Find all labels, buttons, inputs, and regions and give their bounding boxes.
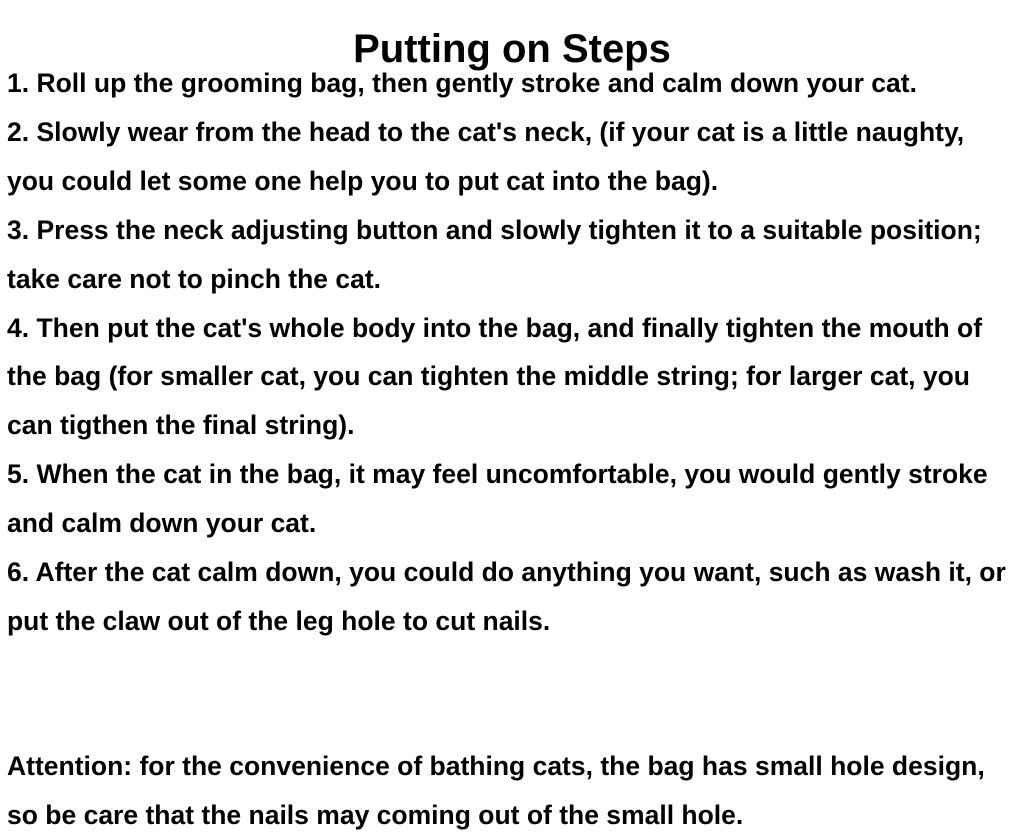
step-5: 5. When the cat in the bag, it may feel uncomfortable, you would gently stroke and calm down your cat.: [7, 459, 988, 539]
step-6: 6. After the cat calm down, you could do anything you want, such as wash it, or put the claw out of the leg hole to cut nails.: [7, 557, 1006, 636]
step-3: 3. Press the neck adjusting button and slowly tighten it to a suitable position; take care not to pinch the cat.: [7, 214, 982, 294]
step-1: 1. Roll up the grooming bag, then gently stroke and calm down your cat.: [7, 68, 917, 98]
step-2: 2. Slowly wear from the head to the cat's neck, (if your cat is a little naughty, you could let some one help you to put cat into the bag).: [7, 116, 965, 196]
steps-list: [7, 59, 1017, 646]
step-4: 4. Then put the cat's whole body into the bag, and finally tighten the mouth of the bag (for smaller cat, you can tighten the middle string; for larger cat, you can tigthen the final string).: [7, 312, 983, 441]
page-title: Putting on Steps: [353, 26, 671, 71]
attention-note: Attention: for the convenience of bathing cats, the bag has small hole design, so be care that the nails may coming out of the small hole.: [7, 751, 985, 830]
